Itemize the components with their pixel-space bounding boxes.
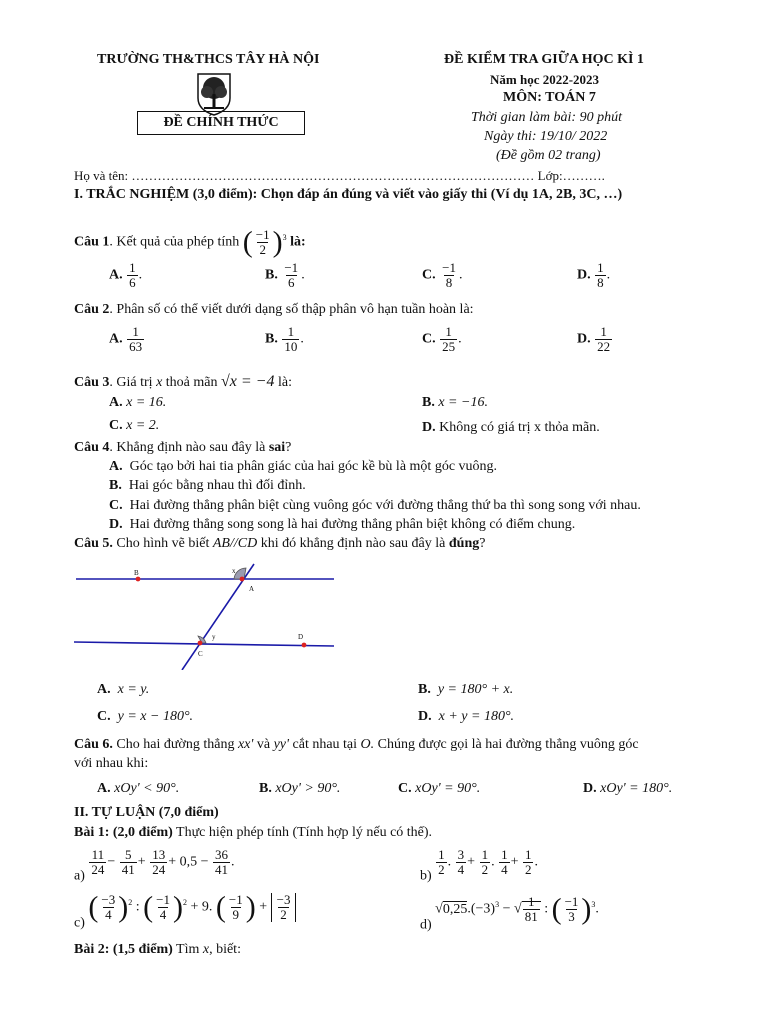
point-a [240, 577, 245, 582]
school-name: TRƯỜNG TH&THCS TÂY HÀ NỘI [97, 52, 320, 67]
q3-stem: Câu 3. Giá trị x thoả mãn √x = −4 là: [74, 373, 292, 390]
q6-option-b: B. xOy' > 90°. [259, 781, 341, 796]
q6-stem: Câu 6. Cho hai đường thẳng xx' và yy' cắt nhau tại O. Chúng được gọi là hai đường thẳng vuông góc [74, 737, 639, 752]
bai1-label: Bài 1: (2,0 điểm) [74, 825, 173, 840]
q1-option-a: A. $\frac{1}{6}$ . [109, 260, 143, 290]
q3-option-a: A. x = 16. [109, 395, 167, 410]
bai1-part-b: b) $\frac{1}{2}$ . $\frac{3}{4}$ + $\frac{1}{2}$ . $\frac{1}{4}$ + $\frac{1}{2}$ . [420, 847, 538, 884]
bai2-label: Bài 2: (1,5 điểm) [74, 942, 173, 957]
q6-stem-line2: với nhau khi: [74, 756, 149, 771]
q1-stem: Câu 1. Kết quả của phép tính ( $\frac{-1}{2}$ )$^3$ là: [74, 225, 306, 259]
q2-text: . Phân số có thể viết dưới dạng số thập phân vô hạn tuần hoàn là: [109, 302, 474, 317]
official-label-box [137, 111, 305, 135]
q3-condition: √x = −4 [221, 373, 275, 390]
q4-option-d: D. Hai đường thẳng song song là hai đường thẳng phân biệt không có điểm chung. [109, 517, 576, 532]
school-year: Năm học 2022-2023 [490, 72, 600, 87]
label-a: A [249, 585, 255, 593]
label-d: D [298, 633, 304, 641]
q1-expr-den: 2 [259, 242, 266, 257]
student-name-line: Họ và tên: ………………………………………………………………………………… Lớp:………. [74, 168, 605, 183]
label-y: y [212, 633, 216, 641]
q4-option-b: B. Hai góc bằng nhau thì đối đỉnh. [109, 478, 306, 493]
q1-option-d: D. $\frac{1}{8}$ . [577, 260, 611, 290]
q4-stem: Câu 4. Khẳng định nào sau đây là sai? [74, 440, 292, 455]
point-d [302, 643, 307, 648]
q2-label: Câu 2 [74, 302, 110, 317]
q4-option-c: C. Hai đường thẳng phân biệt cùng vuông góc với đường thẳng thứ ba thì song song với nhau. [109, 498, 641, 513]
q1-label: Câu 1 [74, 234, 110, 250]
bai1-part-a: a) $\frac{11}{24}$ − $\frac{5}{41}$ + $\frac{13}{24}$ + 0,5 − $\frac{36}{41}$ . [74, 847, 235, 884]
q2-stem [74, 302, 474, 318]
q2-option-d: D. $\frac{1}{22}$ [577, 324, 611, 354]
bai2-heading: Bài 2: (1,5 điểm) Tìm x, biết: [74, 942, 241, 957]
subject: MÔN: TOÁN 7 [503, 90, 596, 105]
q5-option-d: D. x + y = 180°. [418, 709, 515, 724]
point-c [198, 641, 203, 646]
section2-title: II. TỰ LUẬN (7,0 điểm) [74, 805, 219, 820]
duration: Thời gian làm bài: 90 phút [471, 110, 622, 125]
q2-option-c: C. $\frac{1}{25}$ . [422, 324, 462, 354]
q6-option-c: C. xOy' = 90°. [398, 781, 481, 796]
q5-label: Câu 5. [74, 536, 113, 551]
q5-option-a: A. x = y. [97, 682, 150, 697]
section1-title: I. TRẮC NGHIỆM (3,0 điểm) [74, 187, 253, 202]
q6-option-d: D. xOy' = 180°. [583, 781, 673, 796]
label-b: B [134, 569, 139, 577]
q5-option-c: C. y = x − 180°. [97, 709, 194, 724]
bai1-part-d: d) $√0,25.(-3)^3$ − √ $\frac{1}{81}$ : ( $\frac{-1}{3}$ )$^3$. [420, 892, 599, 933]
q1-tail: là: [290, 234, 306, 250]
q1-text: . Kết quả của phép tính [109, 234, 240, 250]
q4-option-a: A. Góc tạo bởi hai tia phân giác của hai góc kề bù là một góc vuông. [109, 459, 498, 474]
q3-option-b: B. x = −16. [422, 395, 488, 410]
bai1-part-c: c) ( $\frac{-3}{4}$ )$^2$ : ( $\frac{-1}{4}$ )$^2$ + 9. ( $\frac{-1}{9}$ ) + $\frac{-3}{2}$ [74, 893, 296, 932]
q3-option-d: D. Không có giá trị x thỏa mãn. [422, 420, 600, 435]
q2-option-a: A. $\frac{1}{63}$ [109, 324, 143, 354]
school-logo [196, 70, 232, 116]
q6-option-a: A. xOy' < 90°. [97, 781, 180, 796]
point-b [136, 577, 141, 582]
q1-expr-exp: 3 [282, 233, 287, 243]
section1-heading [74, 187, 622, 203]
q1-option-b: B. $\frac{-1}{6}$ . [265, 260, 305, 290]
q1-option-c: C. $\frac{-1}{8}$ . [422, 260, 463, 290]
exam-date: Ngày thi: 19/10/ 2022 [484, 129, 608, 144]
official-label: ĐỀ CHÍNH THỨC [163, 115, 279, 130]
q3-option-c: C. x = 2. [109, 418, 160, 433]
label-c: C [198, 650, 203, 658]
label-x: x [232, 567, 236, 575]
q6-label: Câu 6. [74, 737, 113, 752]
tree-logo-icon [196, 70, 232, 116]
q3-label: Câu 3 [74, 375, 110, 390]
q5-option-b: B. y = 180° + x. [418, 682, 514, 697]
bai1-heading: Bài 1: (2,0 điểm) Thực hiện phép tính (Tính hợp lý nếu có thể). [74, 825, 433, 840]
pages-note: (Đề gồm 02 trang) [496, 148, 601, 163]
angle-x-arc [234, 568, 246, 579]
q4-label: Câu 4 [74, 440, 110, 455]
q2-option-b: B. $\frac{1}{10}$ . [265, 324, 304, 354]
exam-title: ĐỀ KIỂM TRA GIỮA HỌC KÌ 1 [444, 52, 644, 67]
q5-figure [74, 560, 336, 670]
section1-instruction: : Chọn đáp án đúng và viết vào giấy thi (Ví dụ 1A, 2B, 3C, …) [252, 187, 623, 202]
q5-stem: Câu 5. Cho hình vẽ biết AB//CD khi đó khẳng định nào sau đây là đúng? [74, 536, 486, 551]
q1-expr-num: −1 [255, 227, 270, 242]
